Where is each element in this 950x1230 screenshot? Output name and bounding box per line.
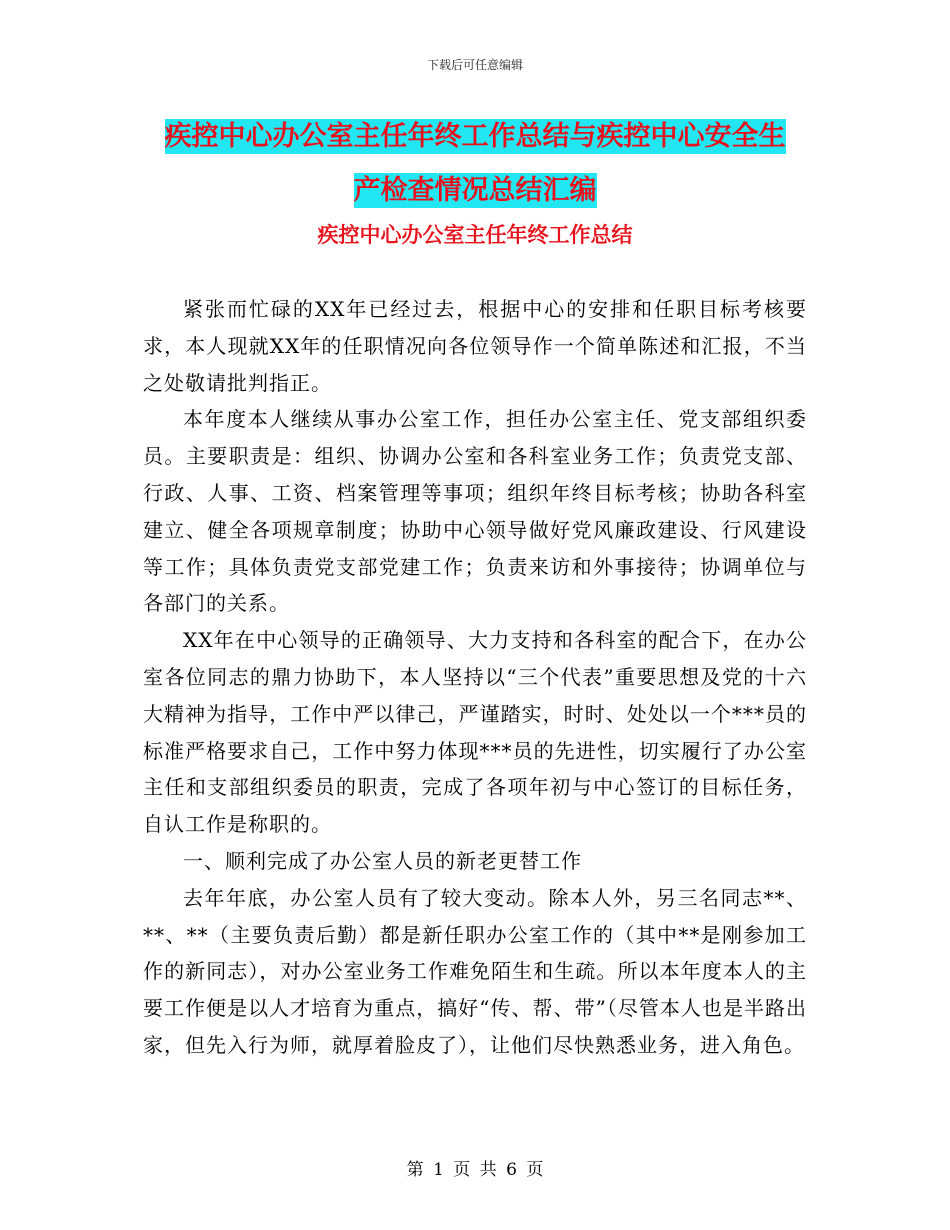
document-title-line-1: 疾控中心办公室主任年终工作总结与疾控中心安全生 [164,121,786,152]
header-note: 下载后可任意编辑 [426,58,523,72]
body-paragraph: 去年年底，办公室人员有了较大变动。除本人外，另三名同志**、**、**（主要负责后勤）都是新任职办公室工作的（其中**是刚参加工作的新同志），对办公室业务工作难免陌生和生疏。所以本年度本人的主要工作便是以人才培育为重点，搞好“传、帮、带”（尽管本人也是半路出家，但先入行为师，就厚着脸皮了），让他们尽快熟悉业务，进入角色。 [143,885,807,1057]
document-title-line-2: 产检查情况总结汇编 [353,175,597,206]
page-number-footer: 第 1 页 共 6 页 [406,1160,544,1180]
document-body [143,291,807,1064]
body-paragraph: 紧张而忙碌的XX年已经过去，根据中心的安排和任职目标考核要求，本人现就XX年的任职情况向各位领导作一个简单陈述和汇报，不当之处敬请批判指正。 [143,297,807,395]
subsection-heading: 一、顺利完成了办公室人员的新老更替工作 [183,848,582,873]
section-title: 疾控中心办公室主任年终工作总结 [317,223,633,247]
body-paragraph: XX年在中心领导的正确领导、大力支持和各科室的配合下，在办公室各位同志的鼎力协助下，本人坚持以“三个代表”重要思想及党的十六大精神为指导，工作中严以律己，严谨踏实，时时、处处以一个***员的标准严格要求自己，工作中努力体现***员的先进性，切实履行了办公室主任和支部组织委员的职责，完成了各项年初与中心签订的目标任务，自认工作是称职的。 [143,628,807,837]
body-paragraph: 本年度本人继续从事办公室工作，担任办公室主任、党支部组织委员。主要职责是：组织、协调办公室和各科室业务工作；负责党支部、行政、人事、工资、档案管理等事项；组织年终目标考核；协助各科室建立、健全各项规章制度；协助中心领导做好党风廉政建设、行风建设等工作；具体负责党支部党建工作；负责来访和外事接待；协调单位与各部门的关系。 [143,407,807,616]
document-title [145,110,805,218]
